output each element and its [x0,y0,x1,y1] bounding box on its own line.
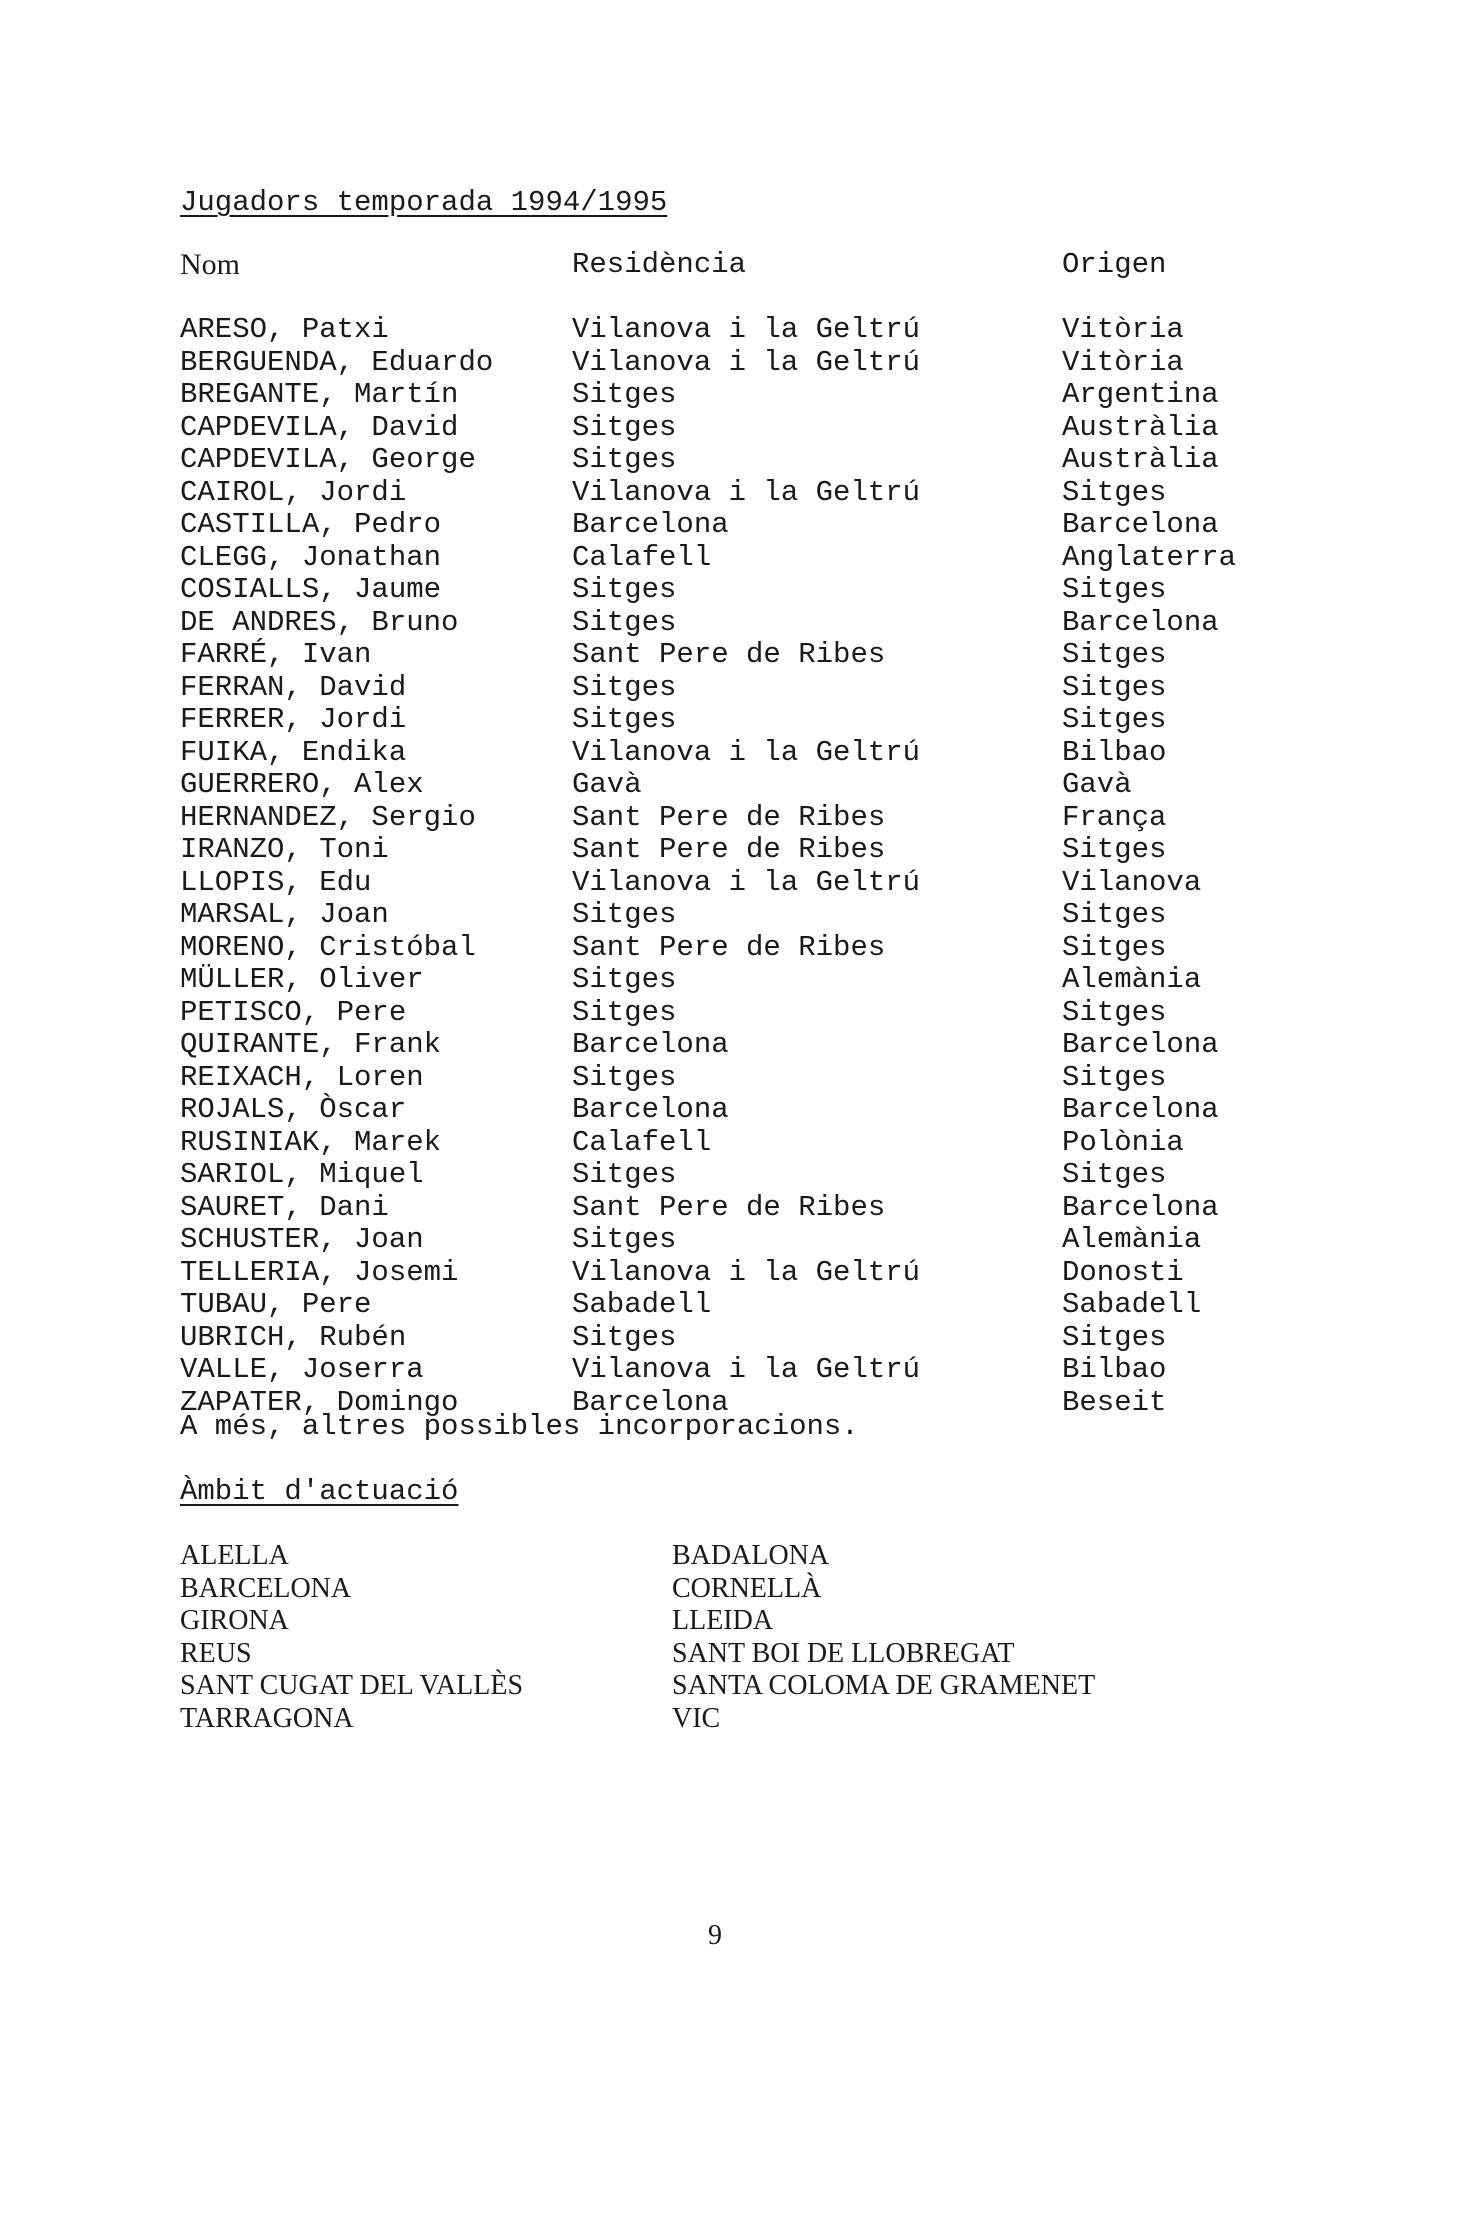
player-origin: Beseit [1062,1385,1167,1419]
player-row [180,1192,1380,1225]
player-residence: Vilanova i la Geltrú [572,313,921,346]
player-origin: Sitges [1062,475,1167,509]
player-name: RUSINIAK, Marek [180,1125,442,1159]
player-origin: Sitges [1062,1060,1167,1094]
player-origin: Anglaterra [1062,540,1237,574]
place-left: SANT CUGAT DEL VALLÈS [180,1670,524,1701]
place-left: GIRONA [180,1605,289,1636]
player-residence: Sitges [572,670,677,704]
player-origin: Donosti [1062,1255,1184,1289]
place-right: BADALONA [672,1540,830,1571]
place-row [180,1540,1280,1573]
player-row [180,932,1380,965]
place-left: ALELLA [180,1540,289,1571]
player-residence: Sitges [572,1320,677,1354]
player-row [180,639,1380,672]
player-origin: Sitges [1062,573,1167,606]
player-name: FERRER, Jordi [180,703,407,736]
place-row [180,1670,1280,1703]
player-origin: Sabadell [1062,1288,1202,1321]
player-name: CAPDEVILA, David [180,410,459,444]
player-origin: Austràlia [1062,410,1219,444]
player-row [180,834,1380,867]
player-name: CLEGG, Jonathan [180,540,442,574]
player-residence: Sitges [572,605,677,639]
player-name: DE ANDRES, Bruno [180,605,459,639]
page-title: Jugadors temporada 1994/1995 [180,186,668,219]
player-name: MARSAL, Joan [180,898,389,931]
player-row [180,444,1380,477]
player-residence: Sitges [572,1060,677,1094]
place-left: REUS [180,1637,252,1669]
player-residence: Sant Pere de Ribes [572,638,886,671]
column-header-name: Nom [180,248,240,281]
player-residence: Sitges [572,410,677,444]
player-row [180,1094,1380,1127]
place-row [180,1703,1280,1736]
player-origin: Bilbao [1062,1353,1167,1386]
player-name: ZAPATER, Domingo [180,1385,459,1419]
additional-note: A més, altres possibles incorporacions. [180,1410,859,1443]
place-right: LLEIDA [672,1605,774,1636]
player-row [180,964,1380,997]
player-residence: Barcelona [572,1093,729,1126]
player-origin: Sitges [1062,638,1167,671]
player-origin: Sitges [1062,1158,1167,1191]
player-residence: Sitges [572,898,677,931]
player-origin: Sitges [1062,995,1167,1029]
player-row [180,607,1380,640]
page-number: 9 [708,1920,722,1951]
player-name: SARIOL, Miquel [180,1158,424,1191]
player-row [180,314,1380,347]
player-residence: Vilanova i la Geltrú [572,345,921,379]
player-residence: Sant Pere de Ribes [572,930,886,964]
player-row [180,574,1380,607]
place-right: VIC [672,1702,721,1734]
player-origin: Bilbao [1062,735,1167,769]
player-row [180,412,1380,445]
player-row [180,1062,1380,1095]
place-right: CORNELLÀ [672,1572,822,1604]
player-row [180,672,1380,705]
player-residence: Barcelona [572,508,729,541]
player-residence: Sitges [572,995,677,1029]
place-row [180,1605,1280,1638]
player-residence: Sitges [572,703,677,736]
player-origin: Barcelona [1062,605,1219,639]
player-residence: Barcelona [572,1028,729,1061]
player-name: FERRAN, David [180,670,407,704]
player-name: SCHUSTER, Joan [180,1223,424,1256]
player-row [180,542,1380,575]
player-residence: Sitges [572,1223,677,1256]
player-residence: Sitges [572,963,677,996]
player-name: FARRÉ, Ivan [180,638,372,671]
player-name: ROJALS, Òscar [180,1093,407,1126]
player-origin: Barcelona [1062,1028,1219,1061]
player-name: PETISCO, Pere [180,995,407,1029]
player-name: VALLE, Joserra [180,1353,424,1386]
player-row [180,1289,1380,1322]
player-residence: Vilanova i la Geltrú [572,865,921,899]
player-origin: Barcelona [1062,1190,1219,1224]
player-origin: Alemània [1062,963,1202,996]
player-row [180,379,1380,412]
column-header-origin: Origen [1062,248,1167,281]
player-name: QUIRANTE, Frank [180,1028,442,1061]
place-left: TARRAGONA [180,1702,354,1734]
player-name: REIXACH, Loren [180,1060,424,1094]
player-row [180,1029,1380,1062]
player-origin: Sitges [1062,1320,1167,1354]
player-name: LLOPIS, Edu [180,865,372,899]
player-name: HERNANDEZ, Sergio [180,800,476,834]
player-origin: Vitòria [1062,345,1184,379]
player-name: COSIALLS, Jaume [180,573,442,606]
player-row [180,802,1380,835]
player-row [180,1322,1380,1355]
player-origin: Barcelona [1062,1093,1219,1126]
player-row [180,347,1380,380]
player-origin: Alemània [1062,1223,1202,1256]
player-name: TELLERIA, Josemi [180,1255,459,1289]
player-name: IRANZO, Toni [180,833,389,866]
player-row [180,1224,1380,1257]
player-origin: Sitges [1062,670,1167,704]
player-name: BERGUENDA, Eduardo [180,345,494,379]
player-origin: Vilanova [1062,865,1202,899]
player-origin: Gavà [1062,768,1132,801]
player-row [180,737,1380,770]
player-residence: Barcelona [572,1385,729,1419]
player-residence: Sitges [572,573,677,606]
player-list [180,314,1380,1419]
place-right: SANTA COLOMA DE GRAMENET [672,1670,1096,1701]
player-row [180,997,1380,1030]
places-list [180,1540,1280,1735]
player-residence: Sant Pere de Ribes [572,1190,886,1224]
player-row [180,1159,1380,1192]
player-row [180,1127,1380,1160]
player-residence: Vilanova i la Geltrú [572,475,921,509]
player-origin: França [1062,800,1167,834]
player-residence: Vilanova i la Geltrú [572,735,921,769]
player-residence: Sitges [572,378,677,411]
player-origin: Sitges [1062,833,1167,866]
player-residence: Calafell [572,540,712,574]
player-residence: Calafell [572,1125,712,1159]
player-name: GUERRERO, Alex [180,768,424,801]
player-name: CASTILLA, Pedro [180,508,442,541]
player-name: CAIROL, Jordi [180,475,407,509]
player-origin: Barcelona [1062,508,1219,541]
player-name: FUIKA, Endika [180,735,407,769]
player-name: ARESO, Patxi [180,313,389,346]
player-origin: Vitòria [1062,313,1184,346]
player-origin: Sitges [1062,930,1167,964]
player-name: CAPDEVILA, George [180,443,476,476]
player-residence: Gavà [572,768,642,801]
place-left: BARCELONA [180,1572,352,1604]
player-origin: Austràlia [1062,443,1219,476]
player-name: MORENO, Cristóbal [180,930,476,964]
player-row [180,899,1380,932]
column-header-residence: Residència [572,248,747,281]
player-name: BREGANTE, Martín [180,378,459,411]
player-residence: Sitges [572,1158,677,1191]
place-right: SANT BOI DE LLOBREGAT [672,1637,1015,1669]
player-origin: Argentina [1062,378,1219,411]
player-row [180,1257,1380,1290]
player-name: MÜLLER, Oliver [180,963,424,996]
player-row [180,867,1380,900]
player-name: SAURET, Dani [180,1190,389,1224]
player-row [180,509,1380,542]
place-row [180,1573,1280,1606]
player-row [180,1354,1380,1387]
player-origin: Sitges [1062,898,1167,931]
player-row [180,769,1380,802]
player-residence: Sant Pere de Ribes [572,800,886,834]
player-residence: Vilanova i la Geltrú [572,1255,921,1289]
player-row [180,704,1380,737]
section-title-ambit: Àmbit d'actuació [180,1475,459,1508]
player-name: UBRICH, Rubén [180,1320,407,1354]
player-residence: Vilanova i la Geltrú [572,1353,921,1386]
player-origin: Polònia [1062,1125,1184,1159]
player-origin: Sitges [1062,703,1167,736]
player-residence: Sant Pere de Ribes [572,833,886,866]
player-residence: Sabadell [572,1288,712,1321]
player-row [180,477,1380,510]
place-row [180,1638,1280,1671]
player-name: TUBAU, Pere [180,1288,372,1321]
player-residence: Sitges [572,443,677,476]
